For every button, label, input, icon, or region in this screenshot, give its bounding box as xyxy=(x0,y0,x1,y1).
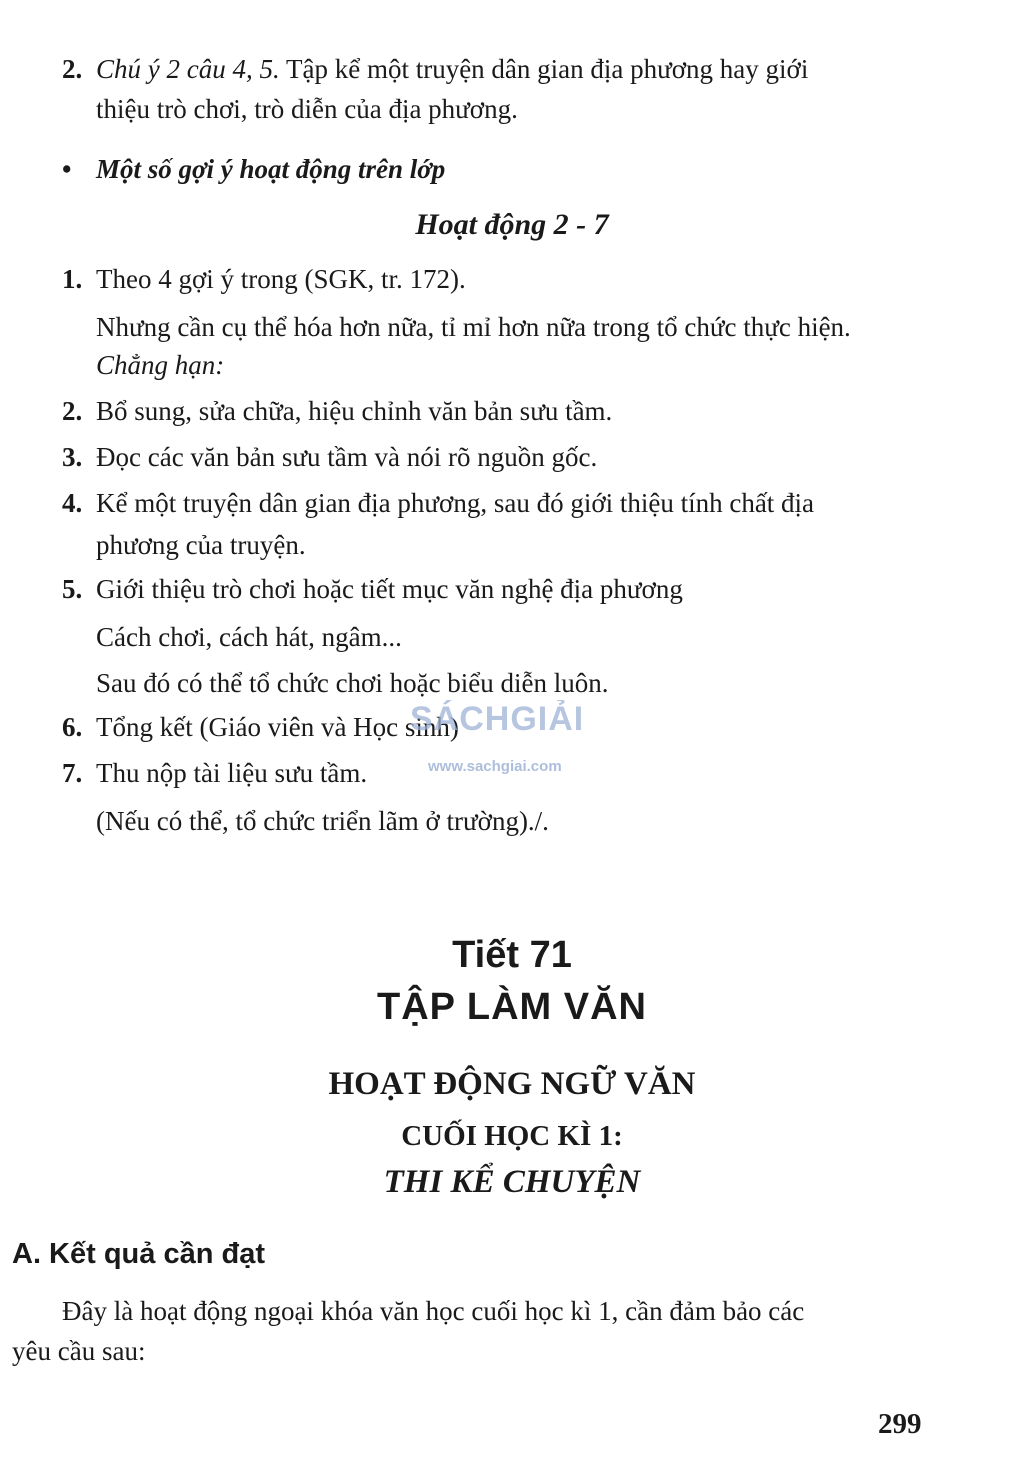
item-number: 1. xyxy=(62,264,83,294)
lesson-title-2: CUỐI HỌC KÌ 1: xyxy=(401,1120,623,1152)
list-item xyxy=(62,760,367,787)
item-text: Giới thiệu trò chơi hoặc tiết mục văn nghệ địa phương xyxy=(96,574,683,604)
item-continuation: Sau đó có thể tổ chức chơi hoặc biểu diễn luôn. xyxy=(96,668,609,698)
list-item xyxy=(62,714,459,741)
lesson-number: Tiết 71 xyxy=(452,934,572,976)
item-continuation: (Nếu có thể, tổ chức triển lãm ở trường)./. xyxy=(96,806,549,836)
item-continuation: phương của truyện. xyxy=(96,530,306,560)
lesson-title-3: THI KỂ CHUYỆN xyxy=(383,1164,641,1200)
lesson-title-1: HOẠT ĐỘNG NGỮ VĂN xyxy=(328,1066,696,1102)
item-text: Bổ sung, sửa chữa, hiệu chỉnh văn bản sưu tầm. xyxy=(96,396,613,426)
section-heading: A. Kết quả cần đạt xyxy=(12,1238,265,1270)
list-item xyxy=(62,444,597,471)
item-continuation: Chẳng hạn: xyxy=(96,350,225,380)
item-text: Theo 4 gợi ý trong (SGK, tr. 172). xyxy=(96,264,466,294)
paragraph-line: Đây là hoạt động ngoại khóa văn học cuối học kì 1, cần đảm bảo các xyxy=(62,1296,805,1326)
watermark-brand: SÁCHGIẢI xyxy=(410,700,585,738)
list-item xyxy=(62,266,466,293)
paragraph-line: yêu cầu sau: xyxy=(12,1336,146,1366)
item-continuation: Cách chơi, cách hát, ngâm... xyxy=(96,622,402,652)
item-text: Đọc các văn bản sưu tầm và nói rõ nguồn gốc. xyxy=(96,442,598,472)
list-item xyxy=(62,398,612,425)
item-number: 2. xyxy=(62,54,83,84)
lesson-subject: TẬP LÀM VĂN xyxy=(377,986,647,1028)
page-number: 299 xyxy=(878,1408,922,1440)
item-number: 2. xyxy=(62,396,83,426)
item-number: 7. xyxy=(62,758,83,788)
list-item xyxy=(62,56,808,83)
item-lead: Chú ý 2 câu 4, 5. xyxy=(96,54,280,84)
item-text: Tập kể một truyện dân gian địa phương hay giới xyxy=(279,54,809,84)
list-item xyxy=(62,490,814,517)
item-number: 6. xyxy=(62,712,83,742)
item-text: Tổng kết (Giáo viên và Học sinh) xyxy=(96,712,459,742)
item-continuation: Nhưng cần cụ thể hóa hơn nữa, tỉ mỉ hơn nữa trong tổ chức thực hiện. xyxy=(96,312,851,342)
bullet-mark: • xyxy=(62,154,72,184)
item-number: 4. xyxy=(62,488,83,518)
item-number: 3. xyxy=(62,442,83,472)
item-number: 5. xyxy=(62,574,83,604)
bullet-text: Một số gợi ý hoạt động trên lớp xyxy=(96,154,446,184)
item-continuation: thiệu trò chơi, trò diễn của địa phương. xyxy=(96,94,518,124)
activity-heading: Hoạt động 2 - 7 xyxy=(415,208,609,241)
watermark-url: www.sachgiai.com xyxy=(428,758,562,775)
bullet-item xyxy=(62,156,445,183)
list-item xyxy=(62,576,683,603)
item-text: Thu nộp tài liệu sưu tầm. xyxy=(96,758,368,788)
item-text: Kể một truyện dân gian địa phương, sau đó giới thiệu tính chất địa xyxy=(96,488,815,518)
